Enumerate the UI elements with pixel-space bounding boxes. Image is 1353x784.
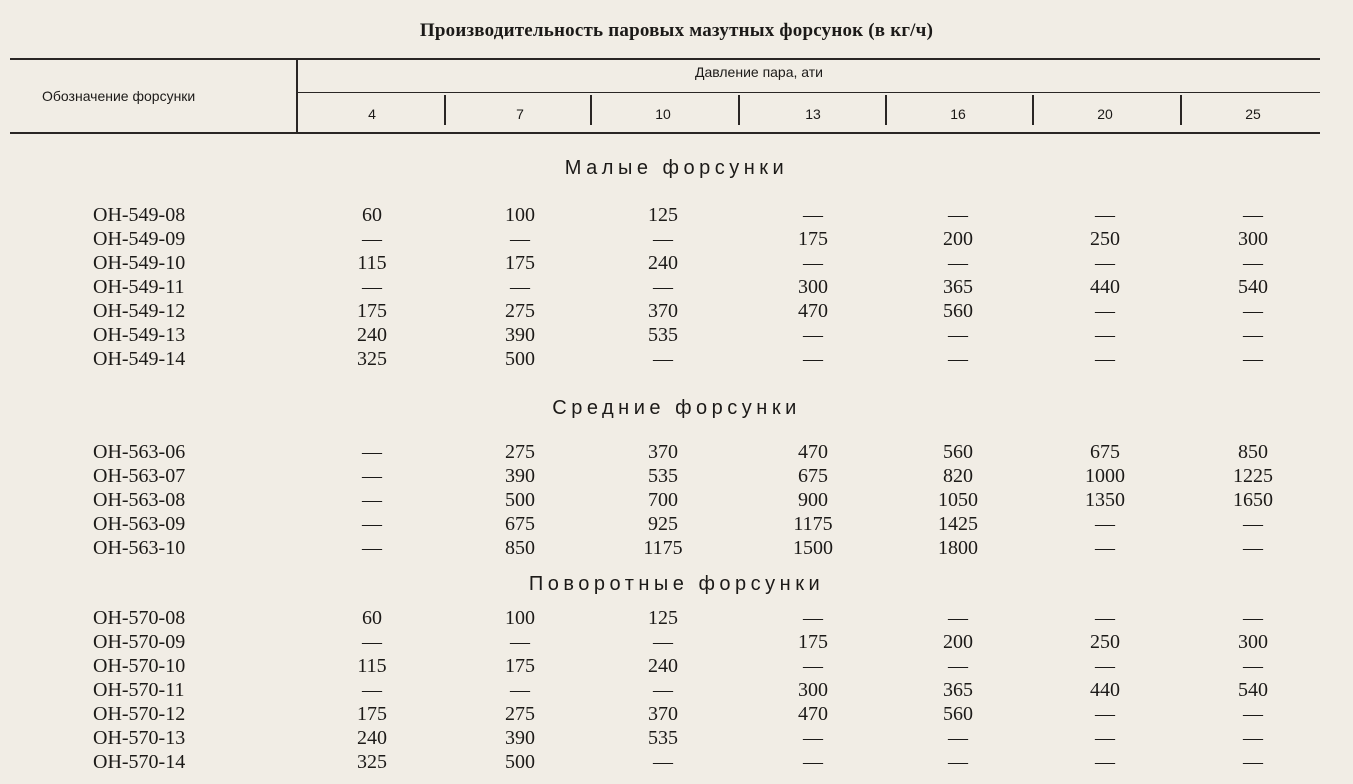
capacity-cell: 175 xyxy=(505,252,535,274)
capacity-cell: 900 xyxy=(798,489,828,511)
column-divider-3 xyxy=(885,95,887,125)
capacity-cell: — xyxy=(1243,348,1263,370)
capacity-cell: — xyxy=(362,513,382,535)
capacity-cell: 365 xyxy=(943,679,973,701)
capacity-cell: — xyxy=(510,679,530,701)
capacity-cell: — xyxy=(803,348,823,370)
capacity-cell: — xyxy=(653,276,673,298)
burner-designation: ОН-570-09 xyxy=(93,631,186,653)
capacity-cell: 300 xyxy=(1238,228,1268,250)
section-title-2: Поворотные форсунки xyxy=(528,573,825,595)
capacity-cell: — xyxy=(1243,607,1263,629)
capacity-cell: 820 xyxy=(943,465,973,487)
column-divider-4 xyxy=(1032,95,1034,125)
capacity-cell: — xyxy=(803,727,823,749)
capacity-cell: 60 xyxy=(362,607,382,629)
burner-designation: ОН-563-07 xyxy=(93,465,186,487)
capacity-cell: 200 xyxy=(943,228,973,250)
capacity-cell: — xyxy=(1095,655,1115,677)
capacity-cell: — xyxy=(803,204,823,226)
capacity-cell: — xyxy=(1243,300,1263,322)
capacity-cell: 100 xyxy=(505,607,535,629)
capacity-cell: 500 xyxy=(505,348,535,370)
capacity-cell: 1425 xyxy=(938,513,978,535)
burner-designation: ОН-563-06 xyxy=(93,441,186,463)
capacity-cell: 1175 xyxy=(793,513,833,535)
burner-designation: ОН-570-13 xyxy=(93,727,186,749)
capacity-cell: 325 xyxy=(357,348,387,370)
pressure-header-3: 13 xyxy=(805,106,821,122)
capacity-cell: — xyxy=(1243,655,1263,677)
capacity-cell: — xyxy=(948,324,968,346)
capacity-cell: 325 xyxy=(357,751,387,773)
capacity-cell: — xyxy=(1243,252,1263,274)
capacity-cell: 175 xyxy=(505,655,535,677)
pressure-group-header: Давление пара, ати xyxy=(695,64,823,80)
pressure-header-2: 10 xyxy=(655,106,671,122)
capacity-cell: 1000 xyxy=(1085,465,1125,487)
capacity-cell: — xyxy=(1243,513,1263,535)
capacity-cell: 240 xyxy=(648,655,678,677)
capacity-cell: 250 xyxy=(1090,631,1120,653)
capacity-cell: — xyxy=(1243,537,1263,559)
capacity-cell: 370 xyxy=(648,703,678,725)
capacity-cell: — xyxy=(1095,513,1115,535)
capacity-cell: 675 xyxy=(1090,441,1120,463)
capacity-cell: 1800 xyxy=(938,537,978,559)
burner-designation: ОН-563-09 xyxy=(93,513,186,535)
burner-designation: ОН-549-09 xyxy=(93,228,186,250)
capacity-cell: 700 xyxy=(648,489,678,511)
capacity-cell: — xyxy=(1095,252,1115,274)
capacity-cell: 275 xyxy=(505,300,535,322)
burner-designation: ОН-549-12 xyxy=(93,300,186,322)
capacity-cell: — xyxy=(1095,204,1115,226)
burner-designation: ОН-570-14 xyxy=(93,751,186,773)
capacity-cell: — xyxy=(362,489,382,511)
pressure-header-1: 7 xyxy=(516,106,524,122)
capacity-cell: — xyxy=(1095,348,1115,370)
capacity-cell: 560 xyxy=(943,300,973,322)
table-title: Производительность паровых мазутных форсунок (в кг/ч) xyxy=(419,20,934,41)
header-bottom-rule xyxy=(10,132,1320,134)
capacity-cell: — xyxy=(510,631,530,653)
capacity-cell: 560 xyxy=(943,441,973,463)
column-divider-2 xyxy=(738,95,740,125)
capacity-cell: 535 xyxy=(648,324,678,346)
burner-designation: ОН-570-08 xyxy=(93,607,186,629)
capacity-cell: 675 xyxy=(798,465,828,487)
burner-designation: ОН-570-12 xyxy=(93,703,186,725)
capacity-cell: — xyxy=(948,348,968,370)
capacity-cell: 240 xyxy=(357,727,387,749)
burner-designation: ОН-570-11 xyxy=(93,679,185,701)
pressure-header-6: 25 xyxy=(1245,106,1261,122)
capacity-cell: — xyxy=(948,252,968,274)
capacity-cell: 1050 xyxy=(938,489,978,511)
capacity-cell: — xyxy=(362,441,382,463)
row-label-header: Обозначение форсунки xyxy=(42,88,196,104)
capacity-cell: — xyxy=(803,252,823,274)
header-top-rule xyxy=(10,58,1320,60)
capacity-cell: 200 xyxy=(943,631,973,653)
pressure-header-5: 20 xyxy=(1097,106,1113,122)
capacity-cell: 1500 xyxy=(793,537,833,559)
burner-designation: ОН-549-11 xyxy=(93,276,185,298)
capacity-cell: 560 xyxy=(943,703,973,725)
capacity-cell: 115 xyxy=(357,252,387,274)
capacity-cell: — xyxy=(1095,751,1115,773)
capacity-cell: — xyxy=(653,679,673,701)
capacity-cell: 365 xyxy=(943,276,973,298)
section-title-1: Средние форсунки xyxy=(552,397,801,419)
capacity-cell: 240 xyxy=(648,252,678,274)
capacity-cell: 175 xyxy=(357,300,387,322)
pressure-header-0: 4 xyxy=(368,106,376,122)
capacity-cell: 115 xyxy=(357,655,387,677)
capacity-cell: 175 xyxy=(798,228,828,250)
capacity-cell: 390 xyxy=(505,727,535,749)
capacity-cell: 470 xyxy=(798,441,828,463)
capacity-cell: 540 xyxy=(1238,276,1268,298)
capacity-cell: — xyxy=(362,276,382,298)
burner-designation: ОН-563-10 xyxy=(93,537,186,559)
capacity-cell: 500 xyxy=(505,489,535,511)
capacity-cell: 370 xyxy=(648,441,678,463)
section-title-0: Малые форсунки xyxy=(564,157,789,179)
capacity-cell: — xyxy=(803,607,823,629)
capacity-cell: 540 xyxy=(1238,679,1268,701)
capacity-cell: — xyxy=(362,679,382,701)
capacity-cell: — xyxy=(1243,751,1263,773)
burner-designation: ОН-549-08 xyxy=(93,204,186,226)
capacity-cell: 175 xyxy=(798,631,828,653)
capacity-cell: 250 xyxy=(1090,228,1120,250)
capacity-cell: 850 xyxy=(505,537,535,559)
header-left-divider xyxy=(296,58,298,132)
capacity-cell: — xyxy=(1095,727,1115,749)
capacity-cell: 440 xyxy=(1090,276,1120,298)
burner-designation: ОН-549-14 xyxy=(93,348,186,370)
capacity-cell: 60 xyxy=(362,204,382,226)
capacity-cell: 390 xyxy=(505,324,535,346)
burner-designation: ОН-563-08 xyxy=(93,489,186,511)
capacity-cell: 1225 xyxy=(1233,465,1273,487)
column-divider-0 xyxy=(444,95,446,125)
capacity-cell: 100 xyxy=(505,204,535,226)
capacity-cell: — xyxy=(653,631,673,653)
pressure-header-4: 16 xyxy=(950,106,966,122)
capacity-cell: 1175 xyxy=(643,537,683,559)
capacity-cell: — xyxy=(510,276,530,298)
capacity-cell: 370 xyxy=(648,300,678,322)
capacity-cell: — xyxy=(1243,703,1263,725)
capacity-cell: — xyxy=(653,751,673,773)
capacity-cell: — xyxy=(362,228,382,250)
column-divider-1 xyxy=(590,95,592,125)
column-divider-5 xyxy=(1180,95,1182,125)
capacity-cell: — xyxy=(510,228,530,250)
capacity-cell: — xyxy=(948,204,968,226)
capacity-cell: 300 xyxy=(798,679,828,701)
capacity-cell: 275 xyxy=(505,703,535,725)
capacity-cell: 300 xyxy=(1238,631,1268,653)
capacity-cell: 390 xyxy=(505,465,535,487)
capacity-cell: 470 xyxy=(798,300,828,322)
capacity-cell: 275 xyxy=(505,441,535,463)
burner-designation: ОН-549-13 xyxy=(93,324,186,346)
capacity-cell: 175 xyxy=(357,703,387,725)
capacity-cell: — xyxy=(1095,703,1115,725)
capacity-cell: — xyxy=(948,751,968,773)
capacity-cell: — xyxy=(948,655,968,677)
capacity-cell: — xyxy=(362,631,382,653)
capacity-cell: — xyxy=(1243,204,1263,226)
capacity-cell: — xyxy=(362,537,382,559)
capacity-cell: — xyxy=(1095,537,1115,559)
header-middle-rule xyxy=(296,92,1320,93)
capacity-cell: 470 xyxy=(798,703,828,725)
capacity-cell: — xyxy=(948,727,968,749)
capacity-cell: 125 xyxy=(648,607,678,629)
capacity-cell: 440 xyxy=(1090,679,1120,701)
capacity-cell: — xyxy=(1095,607,1115,629)
capacity-cell: 925 xyxy=(648,513,678,535)
capacity-cell: — xyxy=(1243,727,1263,749)
capacity-cell: — xyxy=(803,655,823,677)
capacity-cell: — xyxy=(1095,324,1115,346)
capacity-cell: — xyxy=(948,607,968,629)
capacity-cell: — xyxy=(803,324,823,346)
capacity-cell: 535 xyxy=(648,727,678,749)
capacity-cell: — xyxy=(653,348,673,370)
capacity-cell: — xyxy=(803,751,823,773)
capacity-cell: 125 xyxy=(648,204,678,226)
capacity-cell: — xyxy=(1243,324,1263,346)
burner-designation: ОН-549-10 xyxy=(93,252,186,274)
capacity-cell: 240 xyxy=(357,324,387,346)
capacity-cell: 850 xyxy=(1238,441,1268,463)
capacity-cell: 535 xyxy=(648,465,678,487)
capacity-cell: 1350 xyxy=(1085,489,1125,511)
capacity-cell: 675 xyxy=(505,513,535,535)
capacity-cell: 300 xyxy=(798,276,828,298)
capacity-cell: — xyxy=(362,465,382,487)
capacity-cell: — xyxy=(653,228,673,250)
capacity-cell: 500 xyxy=(505,751,535,773)
capacity-cell: 1650 xyxy=(1233,489,1273,511)
capacity-cell: — xyxy=(1095,300,1115,322)
burner-designation: ОН-570-10 xyxy=(93,655,186,677)
